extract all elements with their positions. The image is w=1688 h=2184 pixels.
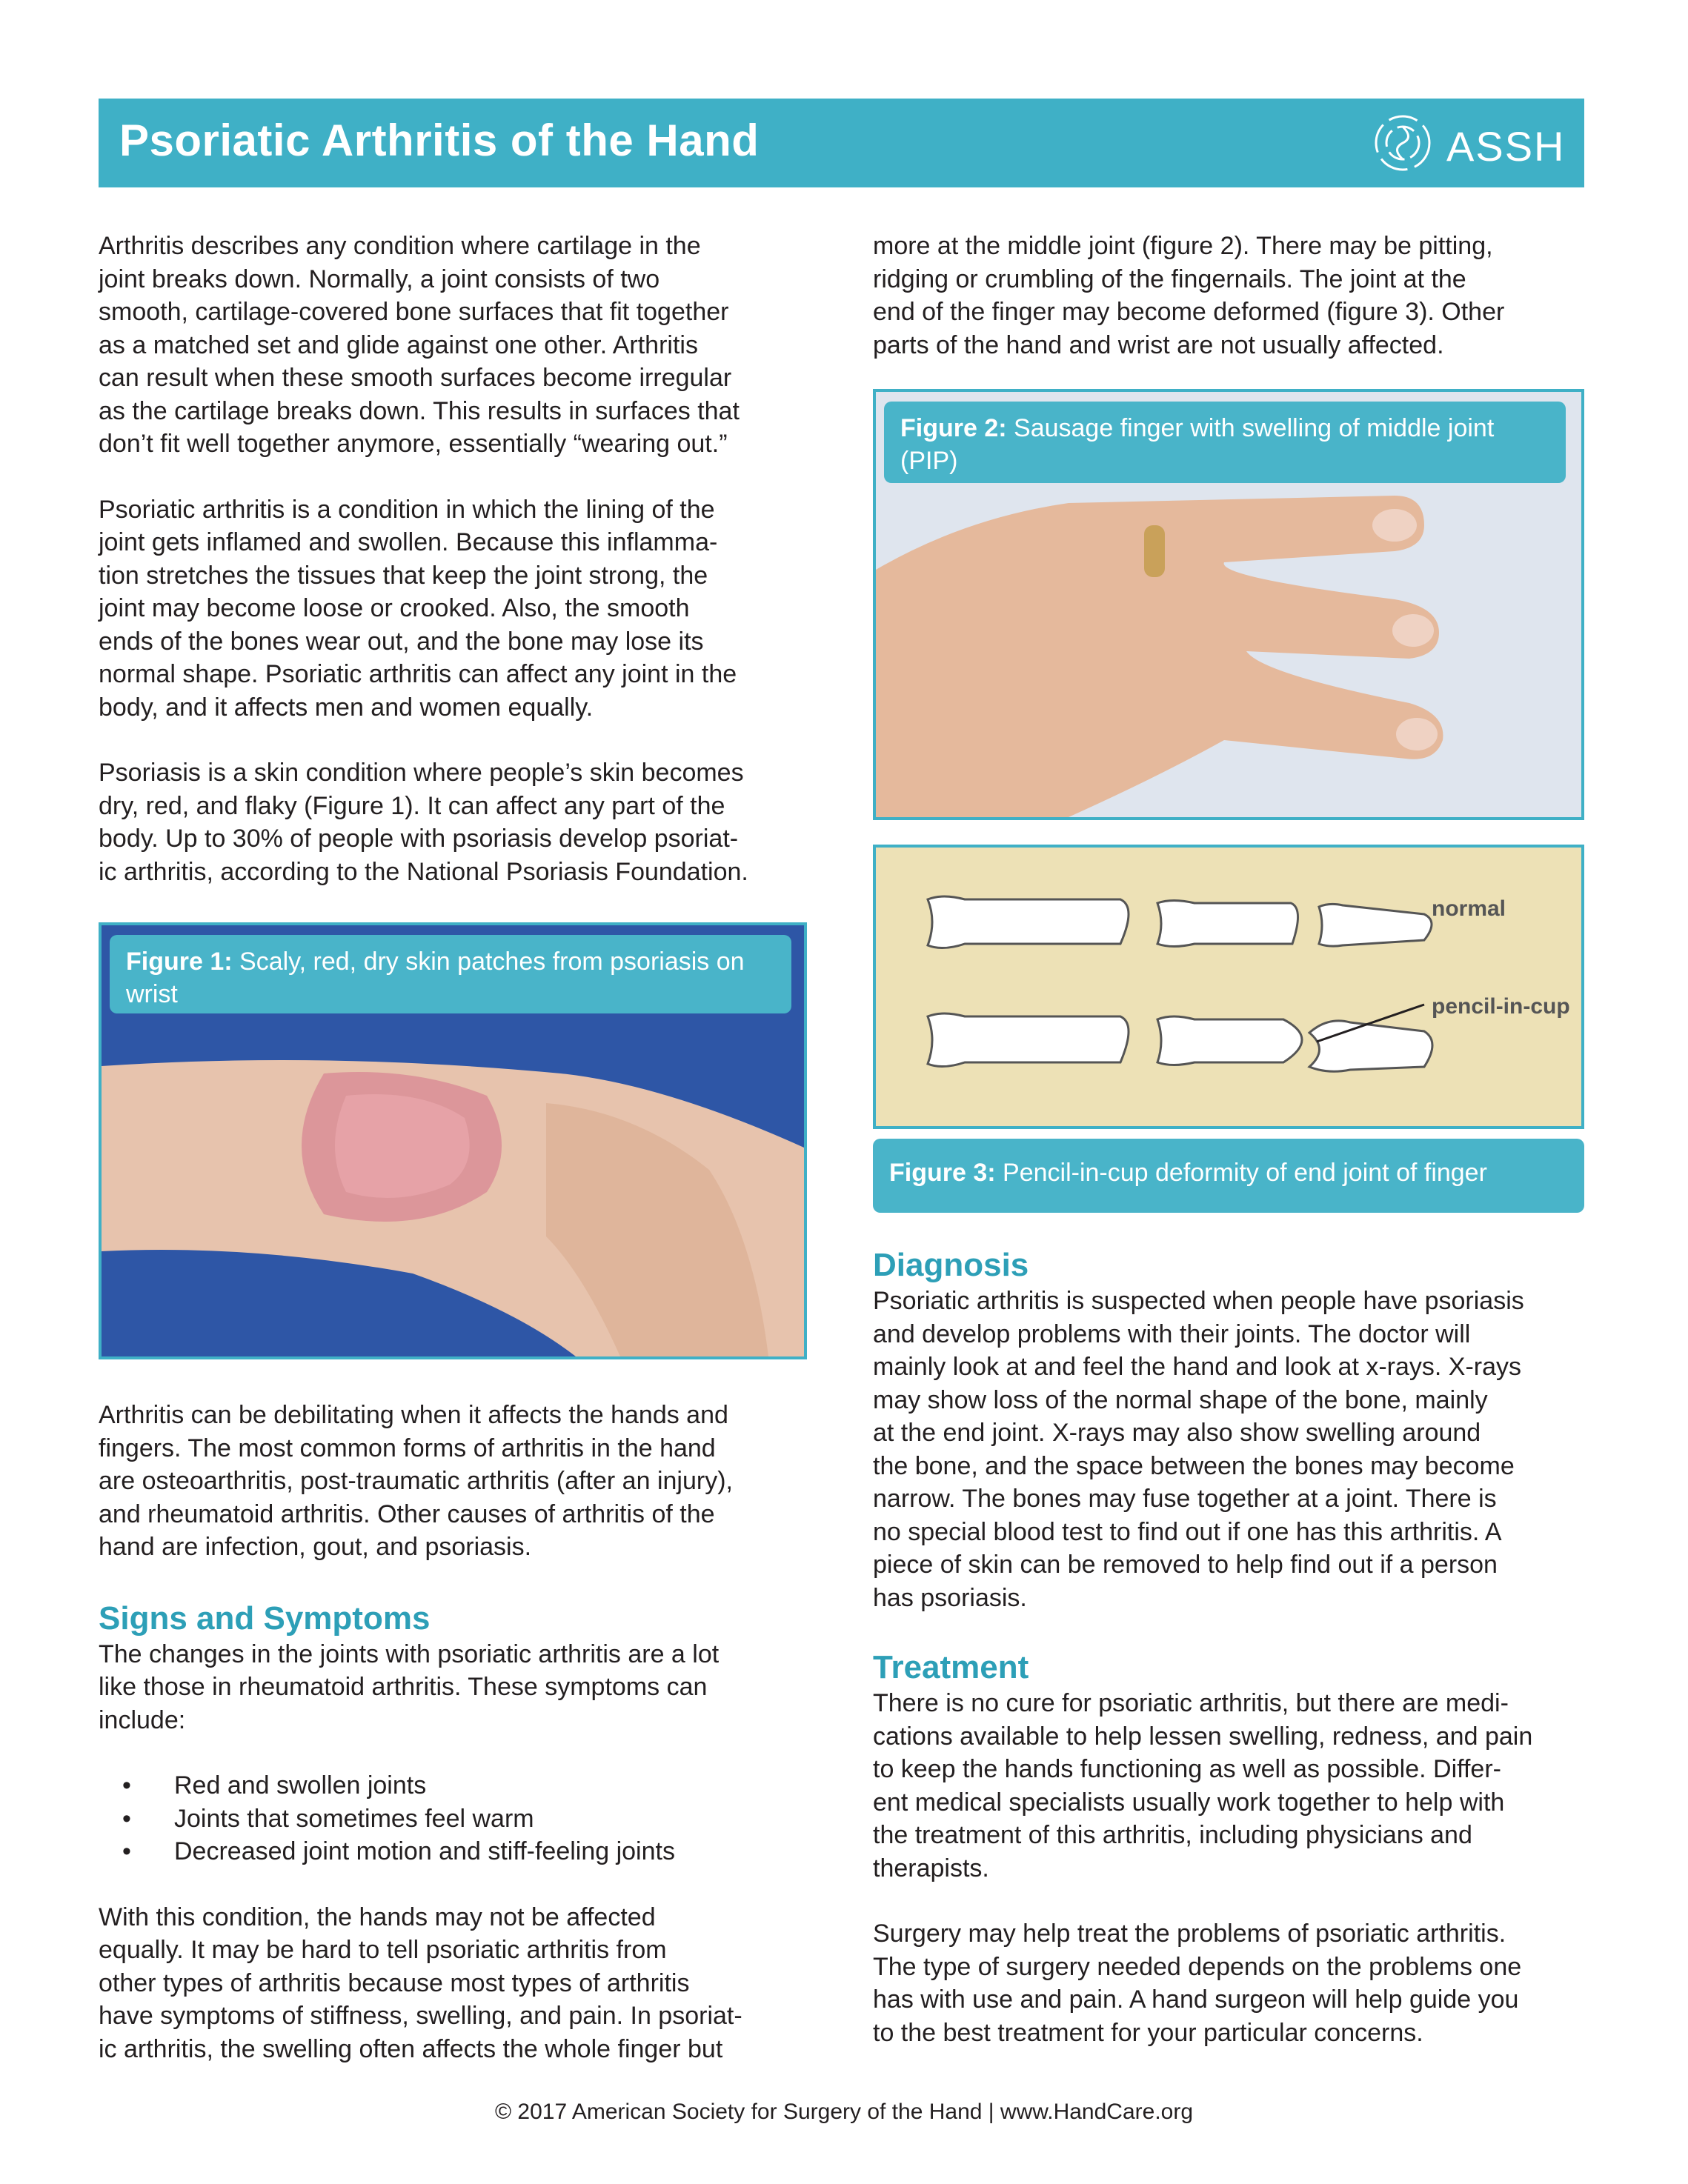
figure-3-caption: Figure 3: Pencil-in-cup deformity of end joint of finger bbox=[873, 1139, 1584, 1213]
signs-paragraph: The changes in the joints with psoriatic arthritis are a lot like those in rheumatoid arthritis. These symptoms can include: bbox=[99, 1639, 720, 1734]
symptom-list bbox=[99, 1769, 810, 1868]
normal-label: normal bbox=[1432, 896, 1506, 921]
right-column-top bbox=[873, 230, 1584, 362]
figure-2-caption: Figure 2: Sausage finger with swelling of middle joint (PIP) bbox=[884, 402, 1566, 483]
footer: © 2017 American Society for Surgery of the Hand | www.HandCare.org bbox=[494, 2100, 1194, 2124]
left-column-top bbox=[99, 230, 810, 888]
figure-3-diagram bbox=[873, 845, 1584, 1129]
header-banner bbox=[99, 99, 1584, 187]
psoriatic-definition-paragraph: Psoriatic arthritis is a condition in which the lining of the joint gets inflamed and swollen. Because this inflamma- tion stretches the tissues that keep the joint strong, the joint may become loose or crooked. Also, the smooth ends of the bones wear out, and the bone may lose its normal shape. Psoriatic arthritis can affect any joint in the body, and it affects men and women equally. bbox=[99, 495, 737, 722]
right-column-bottom bbox=[873, 1246, 1584, 2049]
diagnosis-paragraph: Psoriatic arthritis is suspected when people have psoriasis and develop problems with their joints. The doctor will mainly look at and feel the hand and look at x-rays. X-rays may show loss of the normal shape of the bone, mainly at the end joint. X-rays may also show swelling around the bone, and the space between the bones may become narrow. The bones may fuse together at a joint. There is no special blood test to find out if one has this arthritis. A piece of skin can be removed to help find out if a person has psoriasis. bbox=[873, 1287, 1524, 1612]
logo-text: ASSH bbox=[1446, 123, 1566, 170]
list-item: • Joints that sometimes feel warm bbox=[122, 1804, 534, 1833]
pic-bone-proximal bbox=[928, 1013, 1129, 1067]
debilitating-paragraph: Arthritis can be debilitating when it affects the hands and fingers. The most common forms of arthritis in the hand are osteoarthritis, post-traumatic arthritis (after an injury), and rheumatoid arthritis. Other causes of arthritis of the hand are infection, gout, and psoriasis. bbox=[99, 1401, 733, 1561]
figure-1-caption: Figure 1: Scaly, red, dry skin patches from psoriasis on wrist bbox=[110, 935, 791, 1013]
intro-paragraph: Arthritis describes any condition where cartilage in the joint breaks down. Normally, a joint consists of two smooth, cartilage-covered bone surfaces that fit together as a matched set and glide against one other. Arthritis can result when these smooth surfaces become irregular as the cartilage breaks down. This results in surfaces that don’t fit well together anymore, essentially “wearing out.” bbox=[99, 232, 740, 458]
diagnosis-heading: Diagnosis bbox=[873, 1247, 1029, 1283]
psoriasis-paragraph: Psoriasis is a skin condition where people’s skin becomes dry, red, and flaky (Figure 1). It can affect any part of the body. Up to 30% of people with psoriasis develop psoriat- ic arthritis, according to the National Psoriasis Foundation. bbox=[99, 759, 748, 886]
normal-bone-middle bbox=[1157, 901, 1298, 947]
pencil-in-cup-diagram bbox=[876, 848, 1581, 1126]
treatment-paragraph-2: Surgery may help treat the problems of psoriatic arthritis. The type of surgery needed depends on the problems one has with use and pain. A hand surgeon will help guide you to the best treatment for your particular concerns. bbox=[873, 1920, 1522, 2047]
treatment-paragraph-1: There is no cure for psoriatic arthritis, but there are medi- cations available to help lessen swelling, redness, and pain to keep the hands functioning as well as possible. Differ- ent medical specialists usually work together to help with the treatment of this arthritis, including physicians and therapists. bbox=[873, 1689, 1533, 1882]
page-title: Psoriatic Arthritis of the Hand bbox=[119, 116, 760, 165]
pencil-in-cup-label: pencil-in-cup bbox=[1432, 994, 1570, 1019]
normal-bone-proximal bbox=[928, 896, 1129, 948]
treatment-heading: Treatment bbox=[873, 1649, 1029, 1685]
signs-symptoms-heading: Signs and Symptoms bbox=[99, 1599, 431, 1637]
continued-paragraph: more at the middle joint (figure 2). There may be pitting, ridging or crumbling of the fingernails. The joint at the end of the finger may become deformed (figure 3). Other parts of the hand and wrist are not usually affected. bbox=[873, 232, 1505, 359]
assh-logo-icon bbox=[1369, 112, 1436, 174]
list-item: • Decreased joint motion and stiff-feeling joints bbox=[122, 1837, 675, 1865]
list-item: • Red and swollen joints bbox=[122, 1771, 427, 1800]
pic-bone-middle bbox=[1157, 1016, 1302, 1065]
left-column-bottom bbox=[99, 1399, 810, 2065]
condition-paragraph: With this condition, the hands may not be affected equally. It may be hard to tell psoriatic arthritis from other types of arthritis because most types of arthritis have symptoms of stiffness, swelling, and pain. In psoriat- ic arthritis, the swelling often affects the whole finger but bbox=[99, 1902, 742, 2063]
assh-logo bbox=[1369, 112, 1566, 174]
